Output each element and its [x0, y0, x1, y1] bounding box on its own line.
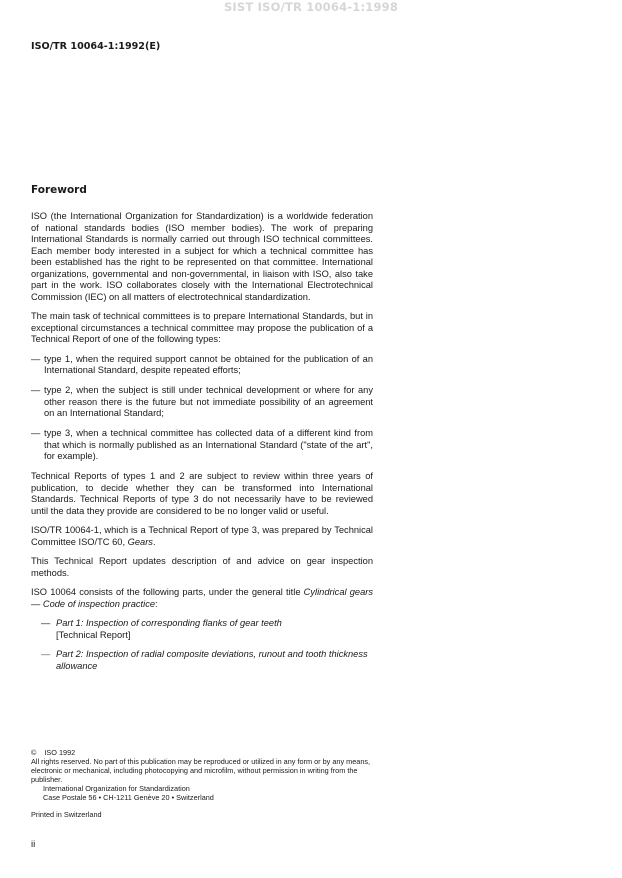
prepared-by-text: ISO/TR 10064-1, which is a Technical Report of type 3, was prepared by Technical Committee ISO/TC 60,: [31, 525, 373, 547]
copyright-symbol: ©: [31, 748, 37, 757]
list-item-text: type 1, when the required support cannot be obtained for the publication of an International Standard, despite repeated efforts;: [44, 353, 373, 375]
copyright-block: [31, 748, 376, 819]
list-item-part-1: [31, 618, 373, 641]
paragraph-main-task: The main task of technical committees is to prepare International Standards, but in exceptional circumstances a technical committee may propose the publication of a Technical Report of one of the following types:: [31, 311, 373, 344]
list-item-type-3: [31, 428, 373, 463]
section-title: Foreword: [31, 184, 87, 196]
general-title: Cylindrical gears — Code of inspection practice: [31, 587, 373, 609]
copyright-line: [31, 748, 376, 757]
paragraph-updates: This Technical Report updates description of and advice on gear inspection methods.: [31, 556, 373, 578]
part-title: Part 2: Inspection of radial composite deviations, runout and tooth thickness allowance: [56, 649, 368, 671]
paragraph-prepared-by: [31, 525, 373, 548]
dash-mark: —: [31, 428, 41, 438]
document-id: ISO/TR 10064-1:1992(E): [31, 41, 161, 52]
list-item-text: type 2, when the subject is still under technical development or where for any other reason there is the future but not immediate possibility of an agreement on an International Standard;: [44, 385, 373, 418]
printed-in: Printed in Switzerland: [31, 810, 102, 819]
parts-intro-end: :: [155, 598, 158, 609]
list-item-type-1: [31, 354, 373, 377]
publisher-address: Case Postale 56 • CH-1211 Genève 20 • Switzerland: [43, 793, 214, 802]
paragraph-review: Technical Reports of types 1 and 2 are subject to review within three years of publication, to decide whether they can be transformed into International Standards. Technical Reports of type 3 do not necessarily have to be reviewed until the data they provide are considered to be no longer valid or useful.: [31, 471, 373, 516]
copyright-rights: All rights reserved. No part of this publication may be reproduced or utilized in any form or by any means, electronic or mechanical, including photocopying and microfilm, without permission in writing from the publisher.: [31, 757, 371, 784]
dash-mark: —: [31, 385, 41, 395]
list-item-type-2: [31, 385, 373, 420]
watermark: SIST ISO/TR 10064-1:1998: [223, 0, 399, 14]
paragraph-parts-intro: [31, 587, 373, 610]
copyright-year: ISO 1992: [44, 748, 76, 757]
part-title: Part 1: Inspection of corresponding flanks of gear teeth: [56, 618, 282, 628]
dash-mark: —: [31, 353, 41, 364]
parts-intro-text: ISO 10064 consists of the following parts, under the general title: [31, 587, 304, 597]
dash-mark: —: [41, 649, 51, 659]
prepared-by-end: .: [152, 536, 156, 547]
committee-title: Gears: [127, 536, 153, 547]
foreword-body: [31, 211, 373, 680]
list-item-text: type 3, when a technical committee has collected data of a different kind from that which is normally published as an International Standard ("state of the art", for example).: [44, 428, 373, 461]
page-number: ii: [31, 839, 36, 850]
paragraph-organization: ISO (the International Organization for Standardization) is a worldwide federation of national standards bodies (ISO member bodies). The work of preparing International Standards is normally carried out through ISO technical committees. Each member body interested in a subject for which a technical committee has been established has the right to be represented on that committee. International organizations, governmental and non-governmental, in liaison with ISO, also take part in the work. ISO collaborates closely with the International Electrotechnical Commission (IEC) on all matters of electrotechnical standardization.: [31, 211, 373, 302]
dash-mark: —: [41, 618, 51, 628]
part-note: [Technical Report]: [56, 629, 131, 640]
parts-list: [31, 618, 373, 672]
list-item-part-2: [31, 649, 373, 672]
publisher-org: International Organization for Standardization: [43, 784, 190, 793]
